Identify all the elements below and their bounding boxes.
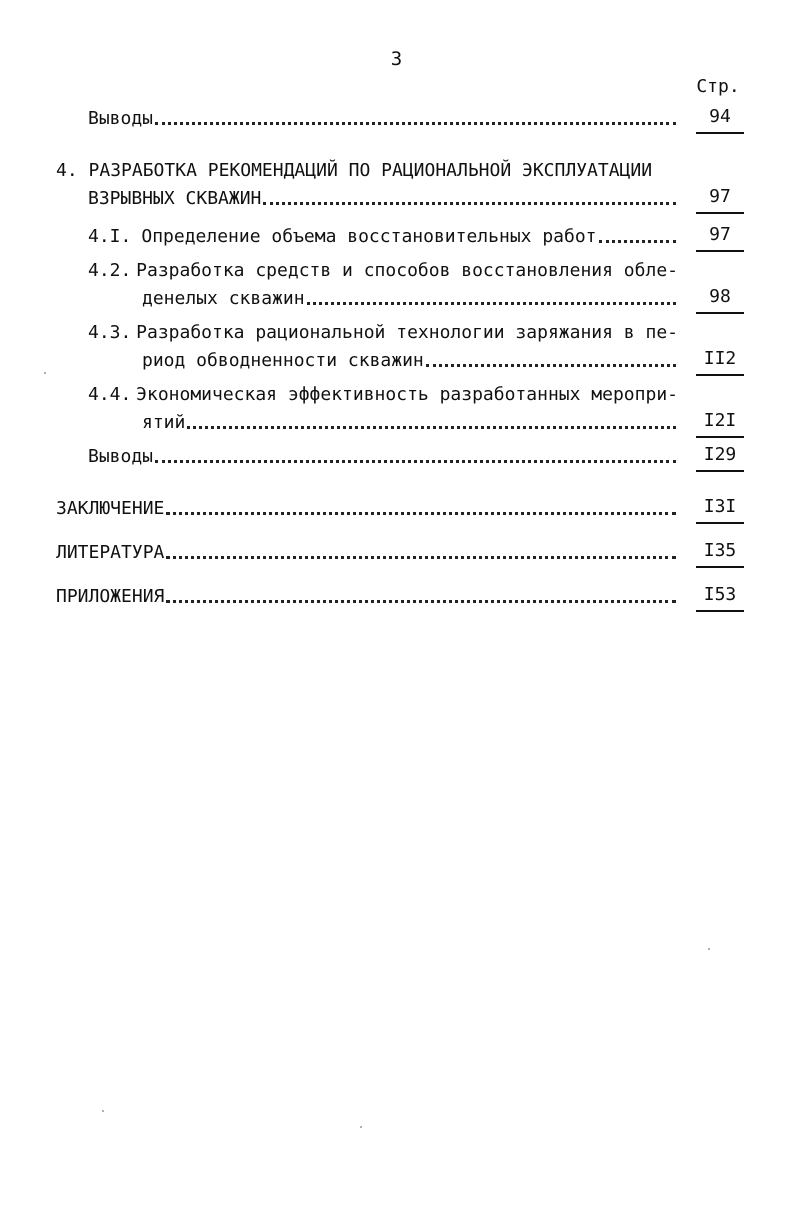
toc-page-number: 97 (696, 224, 744, 252)
toc-entry-conclusions-3[interactable] (88, 106, 680, 132)
toc-page-number: II2 (696, 348, 744, 376)
toc-page-number: 94 (696, 106, 744, 134)
toc-page-number: I35 (696, 540, 744, 568)
toc-entry-literature[interactable] (56, 540, 680, 566)
toc-entry-title: Экономическая эффективность разработанных меропри- (136, 384, 678, 405)
dot-leader (187, 426, 676, 429)
toc-page-number: 97 (696, 186, 744, 214)
toc-entry-appendices[interactable] (56, 584, 680, 610)
scan-speck (102, 1110, 104, 1112)
scan-speck (44, 372, 46, 374)
scan-speck (708, 948, 710, 950)
section-number: 4.3. (88, 322, 132, 343)
dot-leader (599, 240, 676, 243)
toc-entry-title: ЗАКЛЮЧЕНИЕ (56, 498, 165, 519)
dot-leader (155, 460, 676, 463)
dot-leader (426, 364, 676, 367)
dot-leader (166, 600, 676, 603)
toc-entry-title: ЛИТЕРАТУРА (56, 542, 165, 563)
dot-leader (155, 122, 676, 125)
toc-entry-title: Выводы (88, 446, 154, 467)
dot-leader (263, 202, 676, 205)
toc-page-number: 98 (696, 286, 744, 314)
dot-leader (166, 512, 676, 515)
section-number: 4.2. (88, 260, 132, 281)
dot-leader (166, 556, 676, 559)
toc-entry-title: ПРИЛОЖЕНИЯ (56, 586, 165, 607)
toc-entry-title: Разработка средств и способов восстановления обле- (136, 260, 678, 281)
dot-leader (307, 302, 676, 305)
section-number: 4.I. (88, 226, 132, 247)
page-column-label: Стр. (696, 76, 740, 97)
toc-entry-conclusion[interactable] (56, 496, 680, 522)
toc-entry-section-4-1[interactable] (88, 224, 680, 250)
toc-entry-title: Определение объема восстановительных работ (141, 226, 597, 247)
toc-entry-title: Разработка рациональной технологии заряжания в пе- (136, 322, 678, 343)
page-number: 3 (390, 48, 403, 70)
toc-page-number: I2I (696, 410, 744, 438)
toc-entry-conclusions-4[interactable] (88, 444, 680, 470)
toc-entry-title-continued: риод обводненности скважин (142, 350, 424, 371)
scan-speck (360, 1126, 362, 1128)
toc-entry-title: Выводы (88, 108, 154, 129)
toc-entry-title-continued: ятий (142, 412, 186, 433)
chapter-number: 4. (56, 160, 78, 181)
toc-page-number: I29 (696, 444, 744, 472)
toc-entry-title: РАЗРАБОТКА РЕКОМЕНДАЦИЙ ПО РАЦИОНАЛЬНОЙ ЭКСПЛУАТАЦИИ (88, 160, 653, 181)
toc-entry-title-continued: денелых скважин (142, 288, 305, 309)
section-number: 4.4. (88, 384, 132, 405)
toc-page-number: I3I (696, 496, 744, 524)
toc-entry-title-continued: ВЗРЫВНЫХ СКВАЖИН (88, 188, 262, 209)
toc-page-number: I53 (696, 584, 744, 612)
